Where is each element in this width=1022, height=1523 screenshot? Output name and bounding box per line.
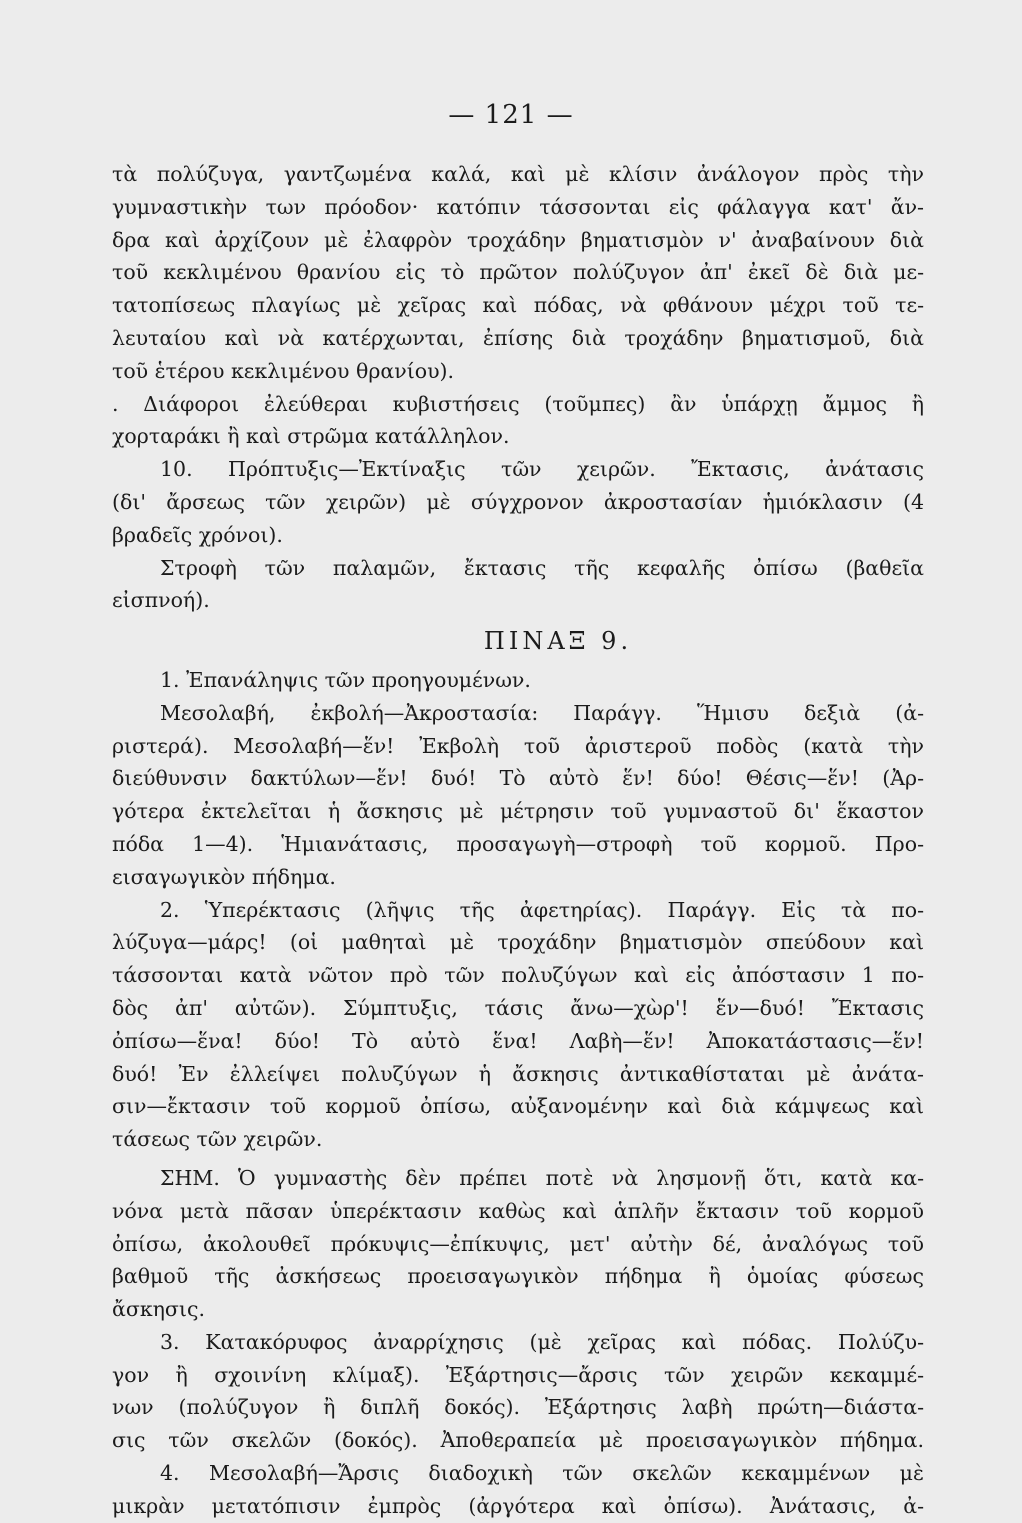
text-line: ὀπίσω—ἕνα! δύο! Τὸ αὐτὸ ἕνα! Λαβὴ—ἕν! Ἀποκατάστασις—ἕν!	[112, 1028, 924, 1053]
text-line: γυμναστικὴν των πρόοδον· κατόπιν τάσσονται εἰς φάλαγγα κατ' ἄν-	[112, 194, 924, 219]
text-line: λευταίου καὶ νὰ κατέρχωνται, ἐπίσης διὰ τροχάδην βηματισμοῦ, διὰ	[112, 325, 924, 350]
text-line: εἰσπνοή).	[112, 588, 210, 613]
section-heading: ΠΙΝΑΞ 9.	[483, 627, 633, 656]
text-line: 3. Κατακόρυφος ἀναρρίχησις (μὲ χεῖρας καὶ πόδας. Πολύζυ-	[160, 1329, 924, 1354]
body-text	[112, 158, 924, 1523]
text-line: ἄσκησις.	[112, 1297, 205, 1322]
text-line: δὸς ἀπ' αὐτῶν). Σύμπτυξις, τάσις ἄνω—χὼρ'! ἕν—δυό! Ἔκτασις	[112, 995, 924, 1020]
text-line: μικρὰν μετατόπισιν ἐμπρὸς (ἀργότερα καὶ ὀπίσω). Ἀνάτασις, ἀ-	[112, 1493, 924, 1518]
text-line: γότερα ἐκτελεῖται ἡ ἄσκησις μὲ μέτρησιν τοῦ γυμναστοῦ δι' ἕκαστον	[112, 799, 924, 824]
text-line: σις τῶν σκελῶν (δοκός). Ἀποθεραπεία μὲ προεισαγωγικὸν πήδημα.	[112, 1428, 924, 1453]
text-line: νόνα μετὰ πᾶσαν ὑπερέκτασιν καθὼς καὶ ἁπλῆν ἔκτασιν τοῦ κορμοῦ	[112, 1198, 924, 1223]
text-line: 4. Μεσολαβή—Ἄρσις διαδοχικὴ τῶν σκελῶν κεκαμμένων μὲ	[160, 1461, 924, 1486]
text-line: βραδεῖς χρόνοι).	[112, 522, 283, 547]
text-line: . Διάφοροι ἐλεύθεραι κυβιστήσεις (τοῦμπες) ἂν ὑπάρχῃ ἄμμος ἢ	[112, 391, 924, 416]
page-number: — 121 —	[448, 100, 574, 130]
text-line: γον ἢ σχοινίνη κλίμαξ). Ἐξάρτησις—ἄρσις τῶν χειρῶν κεκαμμέ-	[112, 1362, 924, 1387]
text-line: δρα καὶ ἀρχίζουν μὲ ἐλαφρὸν τροχάδην βηματισμὸν ν' ἀναβαίνουν διὰ	[112, 227, 924, 252]
text-line: ὀπίσω, ἀκολουθεῖ πρόκυψις—ἐπίκυψις, μετ' αὐτὴν δέ, ἀναλόγως τοῦ	[112, 1231, 924, 1256]
text-line: 1. Ἐπανάληψις τῶν προηγουμένων.	[160, 667, 531, 692]
text-line: τατοπίσεως πλαγίως μὲ χεῖρας καὶ πόδας, νὰ φθάνουν μέχρι τοῦ τε-	[112, 293, 924, 318]
text-line: βαθμοῦ τῆς ἀσκήσεως προεισαγωγικὸν πήδημα ἢ ὁμοίας φύσεως	[112, 1264, 924, 1289]
text-line: 10. Πρόπτυξις—Ἐκτίναξις τῶν χειρῶν. Ἔκτασις, ἀνάτασις	[160, 457, 924, 482]
text-line: ΣΗΜ. Ὁ γυμναστὴς δὲν πρέπει ποτὲ νὰ λησμονῇ ὅτι, κατὰ κα-	[160, 1165, 924, 1190]
text-line: Μεσολαβή, ἐκβολή—Ἀκροστασία: Παράγγ. Ἥμισυ δεξιὰ (ἀ-	[160, 700, 924, 725]
text-line: νων (πολύζυγον ἢ διπλῆ δοκός). Ἐξάρτησις λαβὴ πρώτη—διάστα-	[112, 1395, 924, 1420]
text-line: πόδα 1—4). Ἡμιανάτασις, προσαγωγὴ—στροφὴ τοῦ κορμοῦ. Προ-	[112, 831, 924, 856]
text-line: ριστερά). Μεσολαβή—ἕν! Ἐκβολὴ τοῦ ἀριστεροῦ ποδὸς (κατὰ τὴν	[112, 733, 924, 758]
text-line: Στροφὴ τῶν παλαμῶν, ἔκτασις τῆς κεφαλῆς ὀπίσω (βαθεῖα	[160, 555, 924, 580]
text-line: σιν—ἔκτασιν τοῦ κορμοῦ ὀπίσω, αὐξανομένην καὶ διὰ κάμψεως καὶ	[112, 1094, 924, 1119]
text-line: τοῦ ἑτέρου κεκλιμένου θρανίου).	[112, 358, 455, 383]
text-line: τάσσονται κατὰ νῶτον πρὸ τῶν πολυζύγων καὶ εἰς ἀπόστασιν 1 πο-	[112, 963, 924, 988]
text-line: λύζυγα—μάρς! (οἱ μαθηταὶ μὲ τροχάδην βηματισμὸν σπεύδουν καὶ	[112, 930, 924, 955]
text-line: εισαγωγικὸν πήδημα.	[112, 864, 336, 889]
text-line: τάσεως τῶν χειρῶν.	[112, 1127, 323, 1152]
text-line: τὰ πολύζυγα, γαντζωμένα καλά, καὶ μὲ κλίσιν ἀνάλογον πρὸς τὴν	[112, 162, 924, 186]
text-line: 2. Ὑπερέκτασις (λῆψις τῆς ἀφετηρίας). Παράγγ. Εἰς τὰ πο-	[160, 897, 924, 922]
text-line: διεύθυνσιν δακτύλων—ἕν! δυό! Τὸ αὐτὸ ἕν! δύο! Θέσις—ἕν! (Ἀρ-	[112, 766, 924, 791]
text-line: δυό! Ἐν ἐλλείψει πολυζύγων ἡ ἄσκησις ἀντικαθίσταται μὲ ἀνάτα-	[112, 1061, 924, 1086]
text-line: τοῦ κεκλιμένου θρανίου εἰς τὸ πρῶτον πολύζυγον ἀπ' ἐκεῖ δὲ διὰ με-	[112, 260, 924, 285]
text-line: (δι' ἄρσεως τῶν χειρῶν) μὲ σύγχρονον ἀκροστασίαν ἡμιόκλασιν (4	[112, 489, 924, 514]
text-line: χορταράκι ἢ καὶ στρῶμα κατάλληλον.	[112, 424, 510, 449]
